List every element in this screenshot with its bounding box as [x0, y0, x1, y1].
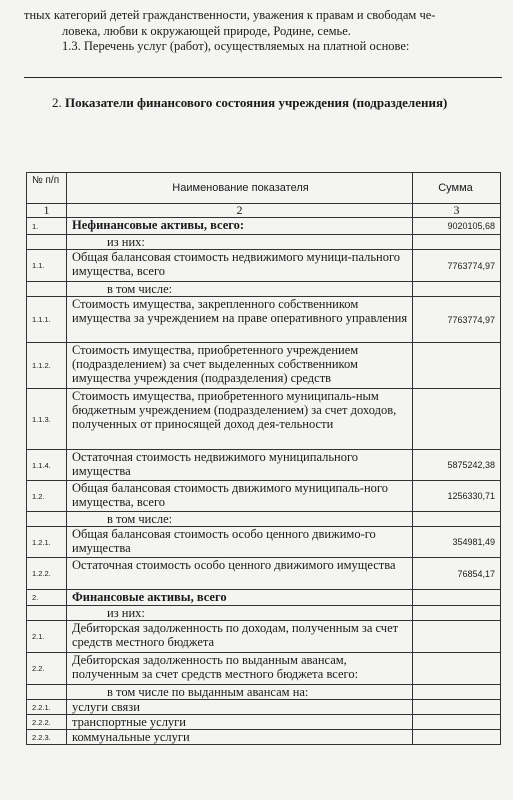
row-sum: 354981,49 — [413, 527, 501, 558]
row-name: Общая балансовая стоимость особо ценного движимо-го имущества — [67, 527, 413, 558]
row-name: Общая балансовая стоимость движимого муниципаль-ного имущества, всего — [67, 481, 413, 512]
row-sum — [413, 685, 501, 700]
row-number: 1.1.4. — [27, 450, 67, 481]
row-number: 1.2. — [27, 481, 67, 512]
horizontal-rule — [24, 77, 502, 78]
row-name: в том числе: — [67, 282, 413, 297]
intro-line-2: ловека, любви к окружающей природе, Родине, семье. — [62, 23, 351, 38]
row-sum: 9020105,68 — [413, 218, 501, 235]
table-row — [27, 653, 501, 685]
row-sum: 76854,17 — [413, 558, 501, 590]
row-name: Стоимость имущества, приобретенного учреждением (подразделением) за счет выделенных собственником имущества учреждения (подразделения) средств — [67, 343, 413, 389]
financial-indicators-table — [26, 172, 501, 745]
row-name: транспортные услуги — [67, 715, 413, 730]
row-name: Финансовые активы, всего — [67, 590, 413, 606]
table-header-row — [27, 173, 501, 204]
row-sum — [413, 730, 501, 745]
row-name: услуги связи — [67, 700, 413, 715]
table-row — [27, 558, 501, 590]
row-name: Стоимость имущества, приобретенного муниципаль-ным бюджетным учреждением (подразделением) за счет доходов, полученных от приносящей доход дея-тельности — [67, 389, 413, 450]
table-row — [27, 218, 501, 235]
row-sum — [413, 590, 501, 606]
row-sum: 5875242,38 — [413, 450, 501, 481]
section-title — [52, 95, 447, 111]
table-row — [27, 250, 501, 282]
table-row — [27, 481, 501, 512]
table-row — [27, 343, 501, 389]
table-row — [27, 730, 501, 745]
row-name: Стоимость имущества, закрепленного собственником имущества за учреждением на праве оперативного управления — [67, 297, 413, 343]
intro-line-3: 1.3. Перечень услуг (работ), осуществляемых на платной основе: — [62, 39, 410, 53]
row-number: 1.2.2. — [27, 558, 67, 590]
table-row — [27, 527, 501, 558]
row-number: 2.2.1. — [27, 700, 67, 715]
row-name: из них: — [67, 606, 413, 621]
column-numbers-row — [27, 204, 501, 218]
row-number: 2. — [27, 590, 67, 606]
row-number — [27, 282, 67, 297]
row-number: 2.2.3. — [27, 730, 67, 745]
row-number: 2.2. — [27, 653, 67, 685]
row-number: 1. — [27, 218, 67, 235]
row-number: 2.1. — [27, 621, 67, 653]
column-number-3: 3 — [413, 204, 501, 218]
table-row — [27, 715, 501, 730]
row-sum — [413, 512, 501, 527]
row-sum — [413, 700, 501, 715]
table-row — [27, 235, 501, 250]
table-row — [27, 297, 501, 343]
row-sum — [413, 715, 501, 730]
row-sum — [413, 235, 501, 250]
row-name: в том числе: — [67, 512, 413, 527]
row-name: Общая балансовая стоимость недвижимого муници-пального имущества, всего — [67, 250, 413, 282]
row-name: Дебиторская задолженность по доходам, полученным за счет средств местного бюджета — [67, 621, 413, 653]
row-name: Дебиторская задолженность по выданным авансам, полученным за счет средств местного бюджета всего: — [67, 653, 413, 685]
row-sum — [413, 653, 501, 685]
header-sum: Сумма — [413, 173, 501, 204]
row-number: 1.1.1. — [27, 297, 67, 343]
row-number: 1.2.1. — [27, 527, 67, 558]
table-row — [27, 512, 501, 527]
column-number-2: 2 — [67, 204, 413, 218]
row-sum — [413, 606, 501, 621]
row-name: в том числе по выданным авансам на: — [67, 685, 413, 700]
row-name: Нефинансовые активы, всего: — [67, 218, 413, 235]
row-sum — [413, 621, 501, 653]
row-sum — [413, 343, 501, 389]
row-number: 1.1.3. — [27, 389, 67, 450]
row-number — [27, 606, 67, 621]
table-row — [27, 590, 501, 606]
row-name: Остаточная стоимость особо ценного движимого имущества — [67, 558, 413, 590]
table-row — [27, 700, 501, 715]
row-name: из них: — [67, 235, 413, 250]
row-sum — [413, 389, 501, 450]
section-title-text: Показатели финансового состояния учреждения (подразделения) — [65, 95, 448, 110]
table-row — [27, 685, 501, 700]
section-number: 2. — [52, 95, 62, 110]
row-name: Остаточная стоимость недвижимого муниципального имущества — [67, 450, 413, 481]
intro-line-1: тных категорий детей гражданственности, уважения к правам и свободам че- — [24, 8, 436, 22]
row-number: 1.1.2. — [27, 343, 67, 389]
row-number: 2.2.2. — [27, 715, 67, 730]
header-name: Наименование показателя — [67, 173, 413, 204]
row-number — [27, 685, 67, 700]
row-sum — [413, 282, 501, 297]
header-num: № п/п — [27, 173, 67, 204]
row-sum: 7763774,97 — [413, 297, 501, 343]
row-name: коммунальные услуги — [67, 730, 413, 745]
row-number: 1.1. — [27, 250, 67, 282]
table-row — [27, 389, 501, 450]
row-number — [27, 235, 67, 250]
column-number-1: 1 — [27, 204, 67, 218]
table-row — [27, 606, 501, 621]
row-sum: 7763774,97 — [413, 250, 501, 282]
intro-text — [24, 8, 502, 55]
row-number — [27, 512, 67, 527]
table-row — [27, 282, 501, 297]
table-row — [27, 621, 501, 653]
row-sum: 1256330,71 — [413, 481, 501, 512]
table-row — [27, 450, 501, 481]
